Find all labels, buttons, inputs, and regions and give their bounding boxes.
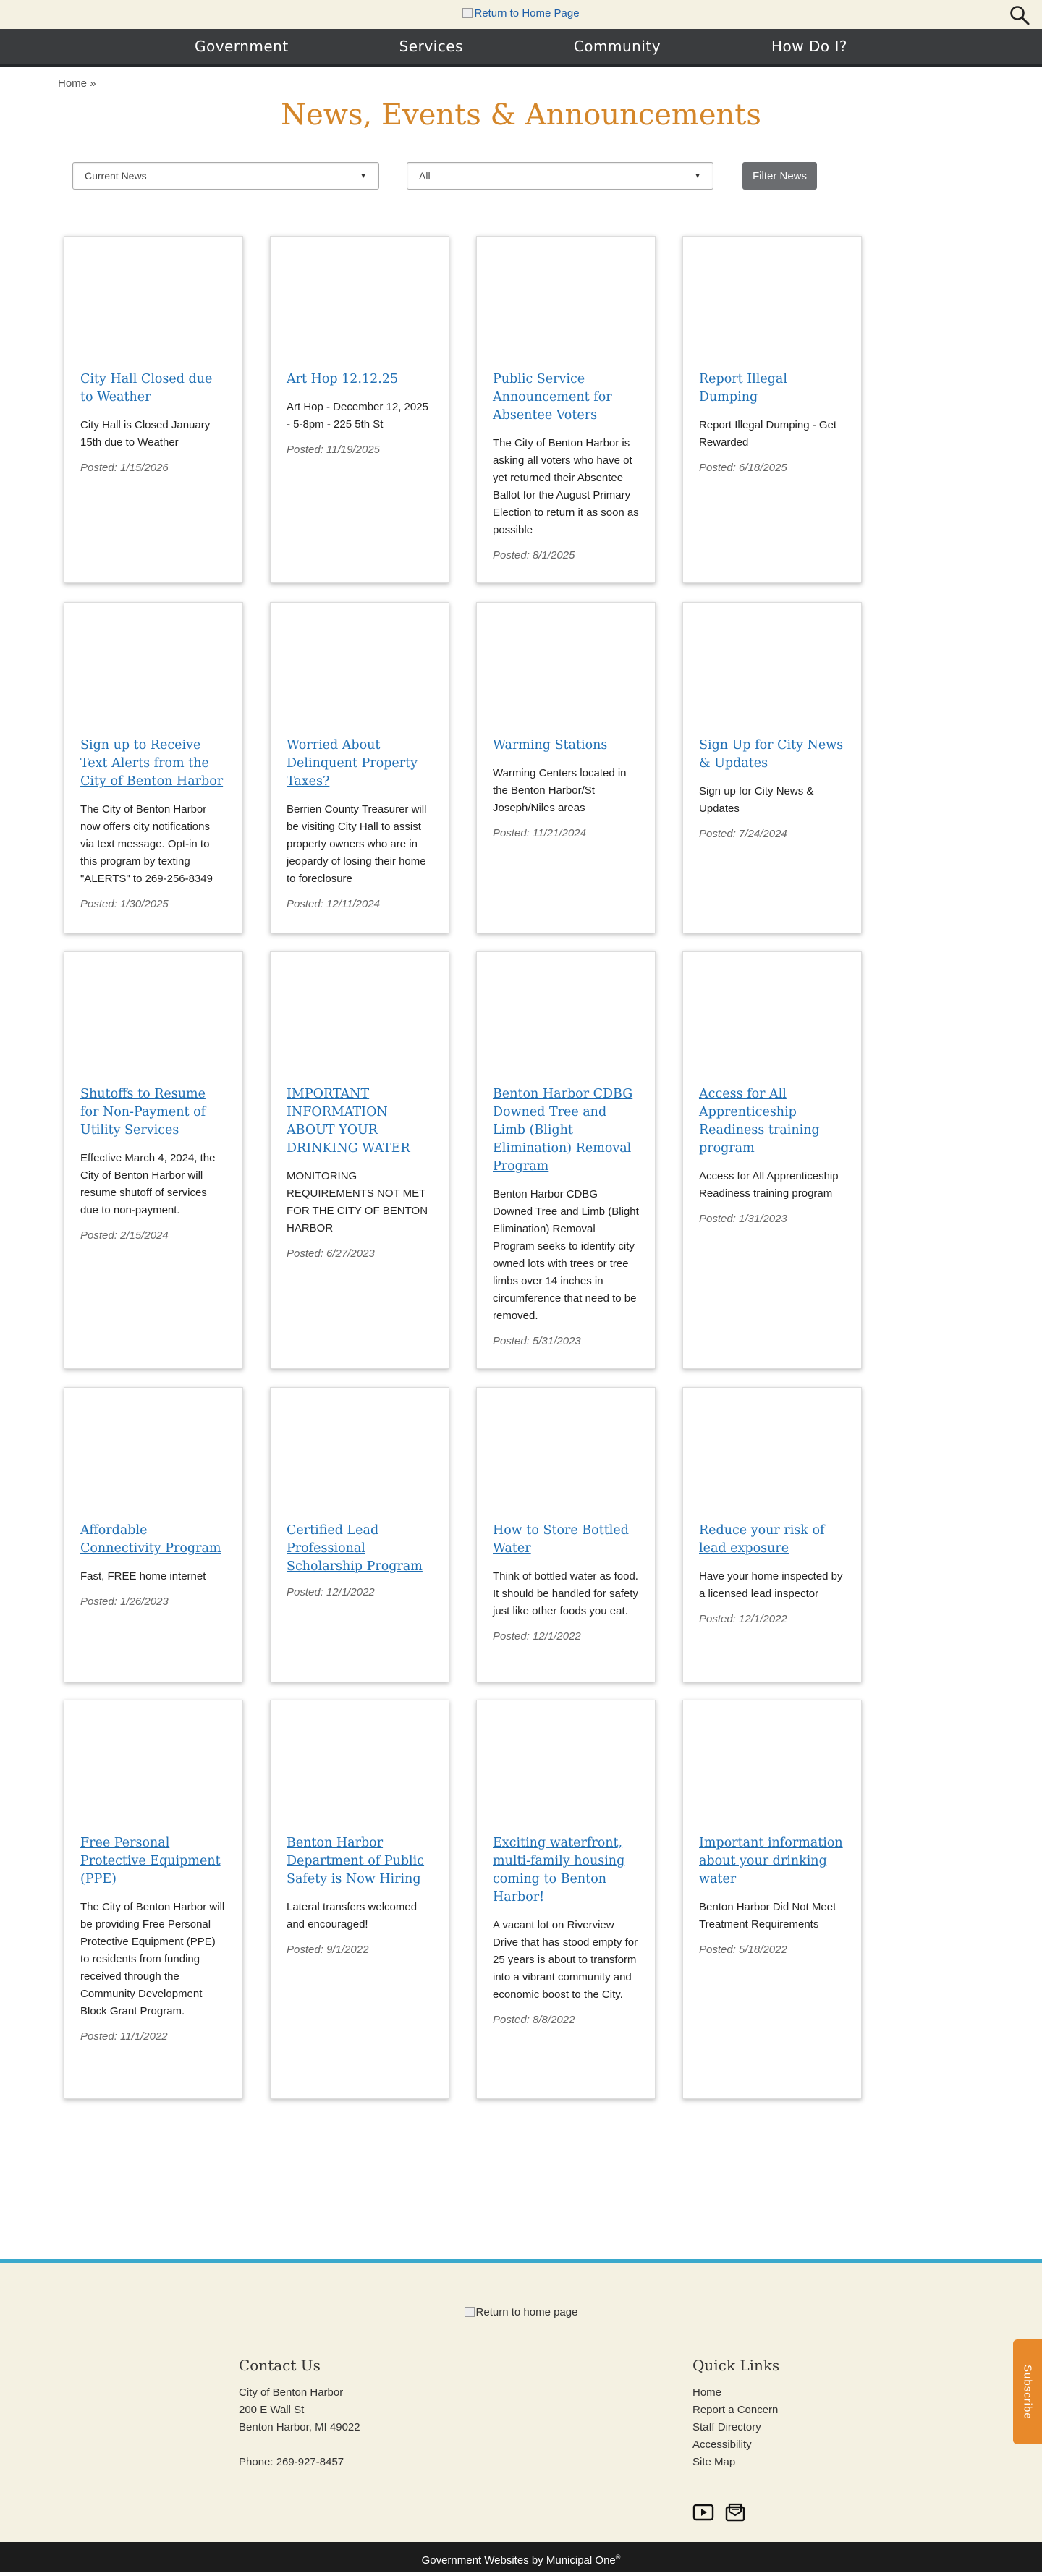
card-title-link[interactable]: Benton Harbor CDBG Downed Tree and Limb (Blight Elimination) Removal Program	[493, 1087, 633, 1174]
newsletter-icon[interactable]	[724, 2501, 746, 2523]
search-icon	[1009, 4, 1030, 26]
news-card	[476, 1700, 656, 2099]
card-date: Posted: 11/1/2022	[80, 2030, 168, 2043]
news-card	[64, 951, 243, 1369]
card-title-link[interactable]: Benton Harbor Department of Public Safety is Now Hiring	[287, 1836, 425, 1886]
news-card	[476, 602, 656, 933]
youtube-icon[interactable]	[692, 2501, 714, 2523]
site-footer	[0, 2259, 1042, 2542]
filter-news-button[interactable]: Filter News	[742, 162, 817, 190]
card-image	[493, 1388, 639, 1522]
news-card	[682, 1387, 862, 1682]
breadcrumb	[58, 77, 96, 90]
card-title-link[interactable]: Exciting waterfront, multi-family housing coming to Benton Harbor!	[493, 1836, 625, 1905]
card-description: MONITORING REQUIREMENTS NOT MET FOR THE CITY OF BENTON HARBOR	[287, 1170, 428, 1234]
card-date: Posted: 1/26/2023	[80, 1596, 169, 1608]
quick-link-site-map[interactable]: Site Map	[692, 2456, 736, 2468]
card-description: Art Hop - December 12, 2025 - 5-8pm - 225 5th St	[287, 401, 428, 431]
card-title-link[interactable]: Shutoffs to Resume for Non-Payment of Utility Services	[80, 1087, 206, 1137]
card-title-link[interactable]: Report Illegal Dumping	[699, 372, 787, 404]
breadcrumb-home-link[interactable]: Home	[58, 77, 88, 90]
news-card	[270, 1387, 449, 1682]
footer-logo-alt-text: Return to home page	[475, 2306, 578, 2318]
news-card	[270, 236, 449, 583]
card-description: A vacant lot on Riverview Drive that has stood empty for 25 years is about to transform into a vibrant community and economic boost to the City.	[493, 1919, 638, 2001]
card-title-link[interactable]: Worried About Delinquent Property Taxes?	[287, 738, 418, 789]
card-title-link[interactable]: Free Personal Protective Equipment (PPE)	[80, 1836, 221, 1886]
card-date: Posted: 6/27/2023	[287, 1247, 375, 1260]
card-image	[80, 952, 226, 1085]
card-date: Posted: 5/18/2022	[699, 1944, 787, 1956]
subcategory-select-value: All	[419, 170, 431, 182]
news-card	[270, 602, 449, 933]
card-image	[493, 1700, 639, 1834]
news-card	[682, 951, 862, 1369]
card-description: Effective March 4, 2024, the City of Benton Harbor will resume shutoff of services due to non-payment.	[80, 1152, 216, 1216]
quick-link-home[interactable]: Home	[692, 2386, 722, 2399]
credit-text: Government Websites by Municipal One	[421, 2554, 616, 2567]
contact-section	[239, 2357, 360, 2471]
quick-link-report-concern[interactable]: Report a Concern	[692, 2404, 779, 2416]
card-date: Posted: 12/1/2022	[287, 1586, 375, 1598]
quick-link-accessibility[interactable]: Accessibility	[692, 2439, 752, 2451]
news-card	[682, 1700, 862, 2099]
contact-phone: Phone: 269-927-8457	[239, 2456, 344, 2468]
card-description: The City of Benton Harbor now offers city notifications via text message. Opt-in to this program by texting "ALERTS" to 269-256-8349	[80, 803, 213, 885]
card-description: Berrien County Treasurer will be visiting City Hall to assist property owners who are in jeopardy of losing their home to foreclosure	[287, 803, 427, 885]
card-date: Posted: 5/31/2023	[493, 1335, 581, 1347]
news-card	[64, 602, 243, 933]
news-card	[682, 602, 862, 933]
card-date: Posted: 7/24/2024	[699, 828, 787, 840]
footer-home-logo-link[interactable]	[0, 2306, 1042, 2318]
card-date: Posted: 8/8/2022	[493, 2014, 575, 2026]
card-title-link[interactable]: Reduce your risk of lead exposure	[699, 1523, 825, 1556]
news-card	[476, 1387, 656, 1682]
card-image	[287, 603, 433, 737]
card-description: Have your home inspected by a licensed lead inspector	[699, 1570, 843, 1600]
card-image	[699, 1700, 845, 1834]
card-description: Benton Harbor Did Not Meet Treatment Requirements	[699, 1901, 836, 1931]
nav-item-community[interactable]: Community	[573, 38, 661, 55]
news-card	[476, 236, 656, 583]
news-card	[64, 1700, 243, 2099]
news-card	[270, 951, 449, 1369]
card-description: Report Illegal Dumping - Get Rewarded	[699, 419, 837, 449]
breadcrumb-separator: »	[90, 77, 96, 90]
card-title-link[interactable]: Public Service Announcement for Absentee Voters	[493, 372, 612, 423]
card-description: Access for All Apprenticeship Readiness training program	[699, 1170, 839, 1200]
card-image	[493, 952, 639, 1085]
card-image	[80, 237, 226, 370]
card-description: The City of Benton Harbor will be providing Free Personal Protective Equipment (PPE) to residents from funding received through the Community Development Block Grant Program.	[80, 1901, 225, 2017]
card-date: Posted: 12/1/2022	[493, 1630, 581, 1643]
main-navigation	[0, 29, 1042, 67]
registered-mark: ®	[615, 2554, 621, 2561]
chevron-down-icon: ▼	[360, 171, 367, 180]
contact-city: Benton Harbor, MI 49022	[239, 2421, 360, 2433]
card-description: Fast, FREE home internet	[80, 1570, 206, 1583]
card-title-link[interactable]: Sign Up for City News & Updates	[699, 738, 844, 771]
card-description: Sign up for City News & Updates	[699, 785, 814, 815]
card-image	[699, 603, 845, 737]
quick-links-section	[692, 2357, 779, 2471]
card-image	[493, 603, 639, 737]
card-title-link[interactable]: How to Store Bottled Water	[493, 1523, 629, 1556]
card-image	[287, 237, 433, 370]
contact-org: City of Benton Harbor	[239, 2386, 344, 2399]
card-title-link[interactable]: Sign up to Receive Text Alerts from the City of Benton Harbor	[80, 738, 224, 789]
search-button[interactable]	[1009, 4, 1030, 26]
news-card	[270, 1700, 449, 2099]
card-image	[699, 237, 845, 370]
card-date: Posted: 8/1/2025	[493, 549, 575, 562]
card-description: Think of bottled water as food. It should be handled for safety just like other foods you eat.	[493, 1570, 638, 1617]
category-select[interactable]	[72, 162, 379, 190]
card-image	[699, 1388, 845, 1522]
card-image	[80, 1388, 226, 1522]
news-card	[64, 236, 243, 583]
card-image	[287, 952, 433, 1085]
card-title-link[interactable]: Affordable Connectivity Program	[80, 1523, 221, 1556]
card-date: Posted: 2/15/2024	[80, 1229, 169, 1242]
nav-item-government[interactable]: Government	[194, 38, 289, 55]
card-date: Posted: 11/21/2024	[493, 827, 586, 839]
card-description: Warming Centers located in the Benton Harbor/St Joseph/Niles areas	[493, 767, 627, 814]
card-image	[80, 1700, 226, 1834]
bottom-credit-bar	[0, 2542, 1042, 2572]
quick-link-staff-directory[interactable]: Staff Directory	[692, 2421, 761, 2433]
home-logo-link[interactable]	[0, 7, 1042, 20]
card-description: Lateral transfers welcomed and encouraged!	[287, 1901, 418, 1931]
card-title-link[interactable]: Important information about your drinking water	[699, 1836, 843, 1886]
card-title-link[interactable]: Certified Lead Professional Scholarship Program	[287, 1523, 423, 1574]
news-filters	[72, 162, 817, 190]
card-date: Posted: 12/11/2024	[287, 898, 380, 910]
card-date: Posted: 6/18/2025	[699, 462, 787, 474]
card-image	[80, 603, 226, 737]
card-description: Benton Harbor CDBG Downed Tree and Limb (Blight Elimination) Removal Program seeks to identify city owned lots with trees or tree limbs over 14 inches in circumference that need to be removed.	[493, 1188, 639, 1322]
card-image	[287, 1700, 433, 1834]
subcategory-select[interactable]	[407, 162, 713, 190]
card-image	[493, 237, 639, 370]
contact-street: 200 E Wall St	[239, 2404, 305, 2416]
card-title-link[interactable]: IMPORTANT INFORMATION ABOUT YOUR DRINKING WATER	[287, 1087, 410, 1156]
top-bar	[0, 0, 1042, 29]
logo-alt-text: Return to Home Page	[474, 7, 580, 20]
chevron-down-icon: ▼	[694, 171, 701, 180]
nav-item-how-do-i[interactable]: How Do I?	[771, 38, 848, 55]
page-title: News, Events & Announcements	[281, 98, 761, 132]
card-title-link[interactable]: Access for All Apprenticeship Readiness training program	[699, 1087, 820, 1156]
social-links	[692, 2501, 746, 2523]
card-title-link[interactable]: Art Hop 12.12.25	[287, 372, 399, 386]
news-card	[64, 1387, 243, 1682]
contact-heading: Contact Us	[239, 2357, 321, 2374]
card-date: Posted: 11/19/2025	[287, 444, 380, 456]
card-title-link[interactable]: Warming Stations	[493, 738, 608, 753]
category-select-value: Current News	[85, 170, 147, 182]
card-date: Posted: 1/31/2023	[699, 1213, 787, 1225]
card-date: Posted: 12/1/2022	[699, 1613, 787, 1625]
nav-item-services[interactable]: Services	[399, 38, 463, 55]
broken-image-icon	[462, 8, 473, 18]
quick-links-heading: Quick Links	[692, 2357, 780, 2374]
card-image	[287, 1388, 433, 1522]
card-date: Posted: 9/1/2022	[287, 1944, 369, 1956]
card-image	[699, 952, 845, 1085]
card-title-link[interactable]: City Hall Closed due to Weather	[80, 372, 213, 404]
news-card	[682, 236, 862, 583]
card-description: The City of Benton Harbor is asking all voters who have ot yet returned their Absentee Ballot for the August Primary Election to return it as soon as possible	[493, 437, 639, 536]
broken-image-icon	[465, 2307, 475, 2317]
card-date: Posted: 1/30/2025	[80, 898, 169, 910]
news-card	[476, 951, 656, 1369]
card-date: Posted: 1/15/2026	[80, 462, 169, 474]
subscribe-tab[interactable]: Subscribe	[1013, 2339, 1042, 2444]
card-description: City Hall is Closed January 15th due to Weather	[80, 419, 211, 449]
